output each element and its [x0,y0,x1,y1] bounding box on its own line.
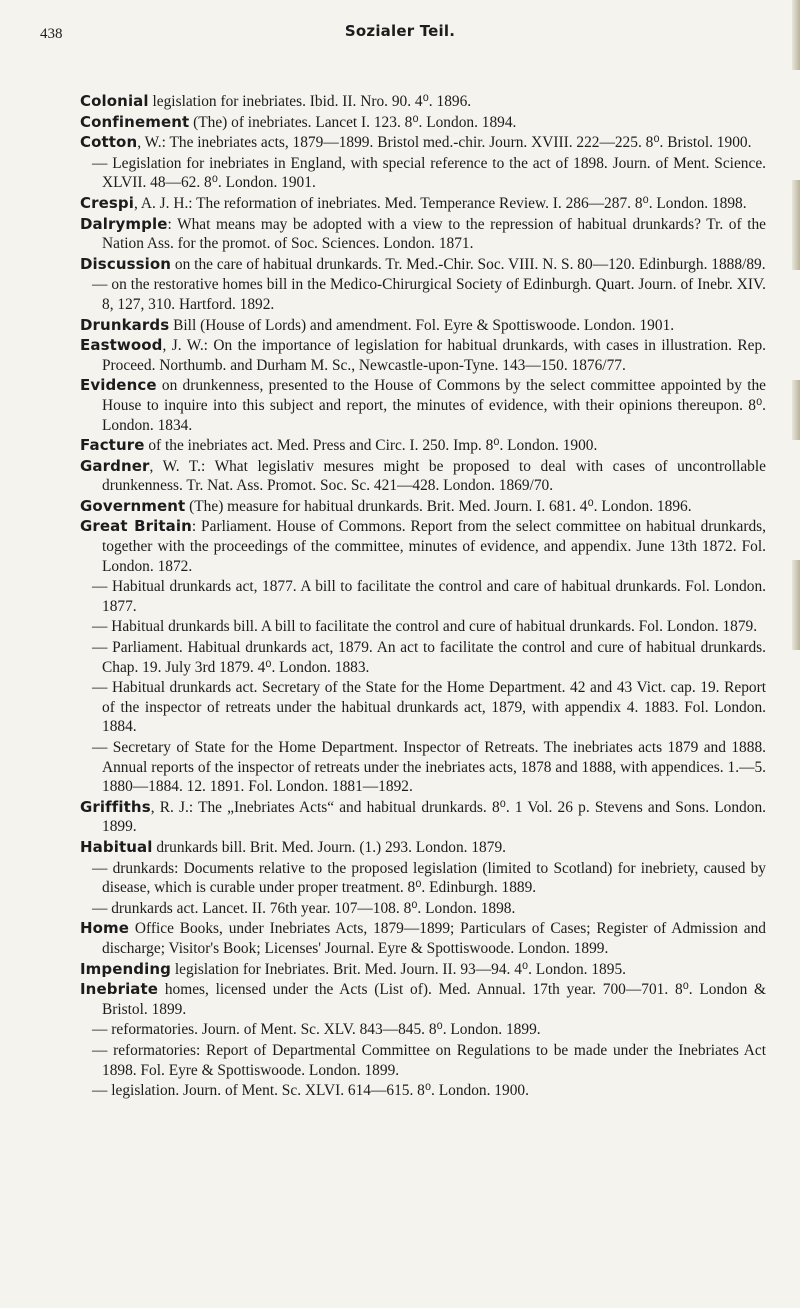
bibliography-entry [80,638,766,677]
entry-text: — Secretary of State for the Home Department. Inspector of Retreats. The inebriates acts 1879 and 1888. Annual reports of the inspector of retreats under the inebriates acts, 1878 and 1888, with appendices. 1.—5. 1880—1884. 12. 1891. Fol. London. 1881—1892. [92,739,766,796]
entry-text: (The) measure for habitual drunkards. Brit. Med. Journ. I. 681. 4⁰. London. 1896. [185,497,692,515]
entry-headword: Government [80,496,186,515]
bibliography-entry [80,678,766,737]
bibliography-entry [80,899,766,919]
entry-headword: Facture [80,436,145,455]
entry-headword: Inebriate [80,980,159,999]
entry-text: on drunkenness, presented to the House of Commons by the select committee appointed by the House to inquire into this subject and report, the minutes of evidence, with their opinions thereupon. 8⁰. London. 1834. [102,377,766,434]
bibliography-entry [80,255,766,275]
bibliography-entry [80,919,766,958]
entry-text: — drunkards act. Lancet. II. 76th year. 107—108. 8⁰. London. 1898. [92,899,516,917]
bibliography-entry [80,798,766,837]
bibliography-list [80,92,766,1102]
bibliography-entry [80,497,766,517]
entry-headword: Confinement [80,112,190,131]
entry-headword: Evidence [80,376,157,395]
bibliography-entry [80,980,766,1019]
entry-headword: Colonial [80,92,149,110]
bibliography-entry [80,738,766,797]
bibliography-entry [80,92,766,112]
running-title: Sozialer Teil. [344,22,456,40]
entry-text: , A. J. H.: The reformation of inebriates. Med. Temperance Review. I. 286—287. 8⁰. London. 1898. [134,194,747,212]
entry-text: Bill (House of Lords) and amendment. Fol. Eyre & Spottiswoode. London. 1901. [169,316,675,334]
bibliography-entry [80,960,766,980]
entry-headword: Discussion [80,254,172,273]
page-edge-mark [792,560,800,650]
page-edge-mark [792,180,800,270]
entry-text: homes, licensed under the Acts (List of). Med. Annual. 17th year. 700—701. 8⁰. London & Bristol. 1899. [102,981,766,1018]
entry-text: — reformatories: Report of Departmental Committee on Regulations to be made under the Inebriates Act 1898. Fol. Eyre & Spottiswoode. London. 1899. [92,1041,766,1079]
entry-text: — reformatories. Journ. of Ment. Sc. XLV. 843—845. 8⁰. London. 1899. [92,1021,541,1039]
bibliography-entry [80,113,766,133]
bibliography-entry [80,617,766,637]
entry-text: — legislation. Journ. of Ment. Sc. XLVI. 614—615. 8⁰. London. 1900. [92,1082,529,1100]
bibliography-entry [80,436,766,456]
entry-text: — Habitual drunkards act, 1877. A bill to facilitate the control and care of habitual drunkards. Fol. London. 1877. [92,578,766,615]
bibliography-entry [80,316,766,336]
bibliography-entry [80,1041,766,1080]
page-header [40,22,760,46]
entry-text: (The) of inebriates. Lancet I. 123. 8⁰. London. 1894. [189,113,517,131]
entry-text: on the care of habitual drunkards. Tr. Med.-Chir. Soc. VIII. N. S. 80—120. Edinburgh. 1888/89. [171,255,766,273]
entry-text: — Legislation for inebriates in England, with special reference to the act of 1898. Journ. of Ment. Science. XLVII. 48—62. 8⁰. London. 1901. [92,154,766,192]
bibliography-entry [80,336,766,375]
entry-headword: Home [80,919,130,938]
page-edge-mark [792,0,800,70]
page-number: 438 [40,26,63,42]
bibliography-entry [80,1020,766,1040]
entry-text: , J. W.: On the importance of legislation for habitual drunkards, with cases in illustration. Rep. Proceed. Northumb. and Durham M. Sc., Newcastle-upon-Tyne. 143—150. 1876/77. [102,337,766,374]
entry-text: , W. T.: What legislativ mesures might be proposed to deal with cases of uncontrollable drunkenness. Tr. Nat. Ass. Promot. Soc. Sc. 421—428. London. 1869/70. [102,457,766,495]
entry-text: drunkards bill. Brit. Med. Journ. (1.) 293. London. 1879. [152,838,506,856]
entry-headword: Dalrymple [80,214,168,233]
entry-headword: Great Britain [80,517,192,536]
bibliography-entry [80,457,766,496]
entry-text: — Habitual drunkards act. Secretary of the State for the Home Department. 42 and 43 Vict. cap. 19. Report of the inspector of retreats under the habitual drunkards act, 1879, with appendix 4. 1883. Fol. London. 1884. [92,679,766,736]
entry-text: — drunkards: Documents relative to the proposed legislation (limited to Scotland) for inebriety, caused by disease, which is curable under proper treatment. 8⁰. Edinburgh. 1889. [92,859,766,897]
entry-headword: Habitual [80,837,153,856]
entry-headword: Gardner [80,456,150,475]
bibliography-entry [80,859,766,898]
entry-headword: Drunkards [80,315,170,334]
entry-headword: Impending [80,959,171,978]
entry-text: , W.: The inebriates acts, 1879—1899. Bristol med.-chir. Journ. XVIII. 222—225. 8⁰. Bristol. 1900. [137,134,752,152]
bibliography-entry [80,194,766,214]
entry-text: — Habitual drunkards bill. A bill to facilitate the control and cure of habitual drunkards. Fol. London. 1879. [92,618,758,636]
entry-text: legislation for Inebriates. Brit. Med. Journ. II. 93—94. 4⁰. London. 1895. [171,960,626,978]
entry-headword: Griffiths [80,797,151,816]
entry-text: — Parliament. Habitual drunkards act, 1879. An act to facilitate the control and cure of habitual drunkards. Chap. 19. July 3rd 1879. 4⁰. London. 1883. [92,639,766,676]
entry-text: : Parliament. House of Commons. Report from the select committee on habitual drunkards, together with the proceedings of the committee, minutes of evidence, and appendix. June 13th 1872. Fol. London. 1872. [102,518,766,575]
entry-text: of the inebriates act. Med. Press and Circ. I. 250. Imp. 8⁰. London. 1900. [144,437,598,455]
entry-text: legislation for inebriates. Ibid. II. Nro. 90. 4⁰. 1896. [148,93,472,110]
page-edge-mark [792,380,800,440]
bibliography-entry [80,577,766,616]
bibliography-entry [80,1081,766,1101]
entry-headword: Cotton [80,133,138,152]
bibliography-entry [80,838,766,858]
entry-headword: Crespi [80,193,134,212]
bibliography-entry [80,376,766,435]
bibliography-entry [80,517,766,576]
bibliography-entry [80,154,766,193]
entry-text: : What means may be adopted with a view to the repression of habitual drunkards? Tr. of the Nation Ass. for the promot. of Soc. Sciences. London. 1871. [102,215,766,253]
entry-text: , R. J.: The „Inebriates Acts“ and habitual drunkards. 8⁰. 1 Vol. 26 p. Stevens and Sons. London. 1899. [102,798,766,836]
entry-text: Office Books, under Inebriates Acts, 1879—1899; Particulars of Cases; Register of Admission and discharge; Visitor's Book; Licenses' Journal. Eyre & Spottiswoode. London. 1899. [102,920,766,957]
entry-text: — on the restorative homes bill in the Medico-Chirurgical Society of Edinburgh. Quart. Journ. of Inebr. XIV. 8, 127, 310. Hartford. 1892. [92,276,766,313]
bibliography-entry [80,275,766,314]
bibliography-entry [80,215,766,254]
bibliography-entry [80,133,766,153]
entry-headword: Eastwood [80,336,163,355]
